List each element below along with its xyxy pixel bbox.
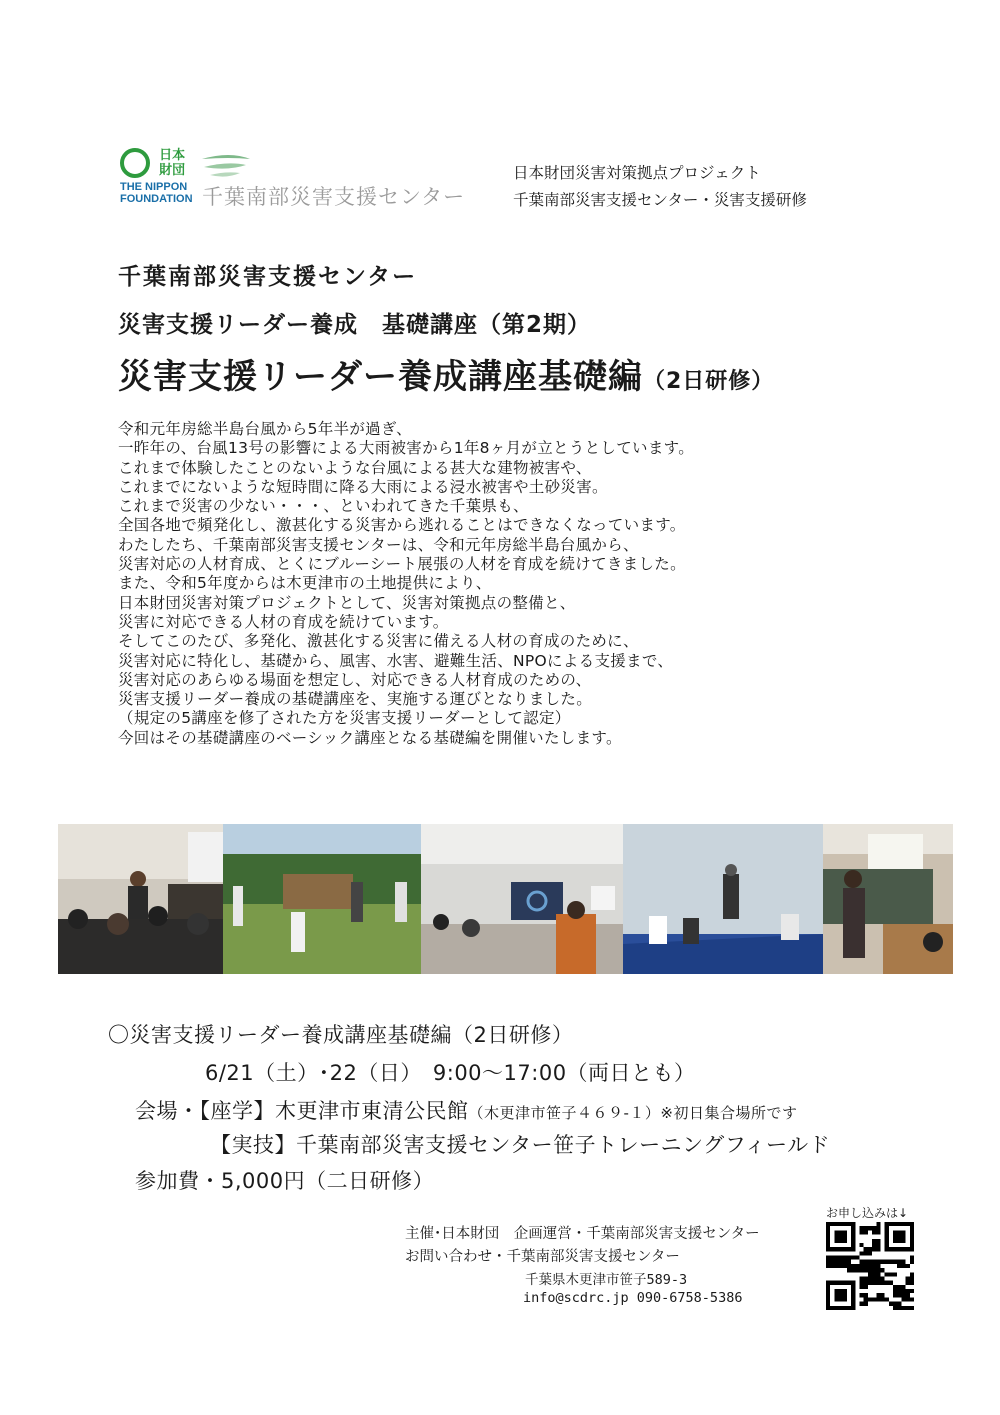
intro-line: これまでにないような短時間に降る大雨による浸水被害や土砂災害。 [118,477,608,496]
photo-field-training [223,824,421,974]
main-title-suffix: （2日研修） [643,369,775,394]
photo-instructor [823,824,953,974]
intro-line: 災害対応の人材育成、とくにブルーシート展張の人材を育成を続けてきました。 [118,555,686,574]
footer-contact: お問い合わせ・千葉南部災害支援センター [405,1249,680,1265]
event-venue-lecture [135,1095,797,1125]
photo-strip [58,824,953,974]
intro-line: これまで体験したことのないような台風による甚大な建物被害や、 [118,458,592,477]
classroom-photo-1 [58,824,223,974]
footer-address: 千葉県木更津市笹子589-3 [525,1272,688,1288]
intro-line: これまで災害の少ない・・・、といわれてきた千葉県も、 [118,497,529,516]
intro-text [118,420,694,748]
intro-line: 一昨年の、台風13号の影響による大雨被害から1年8ヶ月が立とうとしています。 [118,439,694,458]
event-venue-practical: 【実技】千葉南部災害支援センター笹子トレーニングフィールド [210,1133,831,1157]
intro-line: また、令和5年度からは木更津市の土地提供により、 [118,574,492,593]
logo-english-2: FOUNDATION [120,193,193,205]
logo-kanji: 日本財団 [159,148,186,178]
venue-lecture-label: 会場・【座学】木更津市東清公民館 [135,1099,469,1123]
intro-line: そしてこのたび、多発化、激甚化する災害に備える人材の育成のために、 [118,632,639,651]
event-title: 〇災害支援リーダー養成講座基礎編（2日研修） [108,1023,574,1047]
logo-english-1: THE NIPPON [120,181,188,193]
header-project-info [513,160,807,214]
venue-lecture-address: （木更津市笹子４６９-１）※初日集合場所です [468,1104,798,1122]
leaf-icon [200,153,260,183]
footer-email-phone[interactable]: info@scdrc.jp 090-6758-5386 [523,1290,743,1306]
photo-roof-training [623,824,823,974]
qr-code-icon [826,1222,914,1310]
intro-line: 災害に対応できる人材の育成を続けています。 [118,612,449,631]
nippon-foundation-mark-icon [120,148,150,178]
classroom-photo-2 [421,824,623,974]
event-fee: 参加費・5,000円（二日研修） [135,1169,435,1193]
footer-organizer: 主催･日本財団 企画運営・千葉南部災害支援センター [405,1226,760,1242]
main-title-text: 災害支援リーダー養成講座基礎編 [118,357,643,397]
nippon-foundation-logo [120,148,198,212]
photo-classroom-2 [421,824,623,974]
roof-training-photo [623,824,823,974]
intro-line: 令和元年房総半島台風から5年半が過ぎ、 [118,420,412,438]
org-title: 千葉南部災害支援センター [118,264,418,290]
field-training-photo [223,824,421,974]
qr-caption: お申し込みは↓ [826,1206,909,1220]
photo-classroom-1 [58,824,223,974]
intro-line: 災害対応に特化し、基礎から、風害、水害、避難生活、NPOによる支援まで、 [118,651,674,670]
intro-line: 今回はその基礎講座のベーシック講座となる基礎編を開催いたします。 [118,728,622,747]
course-title: 災害支援リーダー養成 基礎講座（第2期） [118,312,592,338]
event-date: 6/21（土）･22（日） 9:00～17:00（両日とも） [205,1061,696,1085]
intro-line: （規定の5講座を修了された方を災害支援リーダーとして認定） [118,709,571,728]
intro-line: 災害支援リーダー養成の基礎講座を、実施する運びとなりました。 [118,690,593,709]
instructor-photo [823,824,953,974]
center-logo [200,153,480,213]
header-line-2: 千葉南部災害支援センター・災害支援研修 [513,191,807,209]
intro-line: 日本財団災害対策プロジェクトとして、災害対策拠点の整備と、 [118,593,576,612]
header-line-1: 日本財団災害対策拠点プロジェクト [513,164,761,182]
center-logo-name: 千葉南部災害支援センター [202,185,466,209]
application-qr-code[interactable] [826,1222,914,1310]
main-title [118,349,774,398]
intro-line: わたしたち、千葉南部災害支援センターは、令和元年房総半島台風から、 [118,535,639,554]
intro-line: 災害対応のあらゆる場面を想定し、対応できる人材育成のための、 [118,670,592,689]
intro-line: 全国各地で頻発化し、激甚化する災害から逃れることはできなくなっています。 [118,516,686,535]
